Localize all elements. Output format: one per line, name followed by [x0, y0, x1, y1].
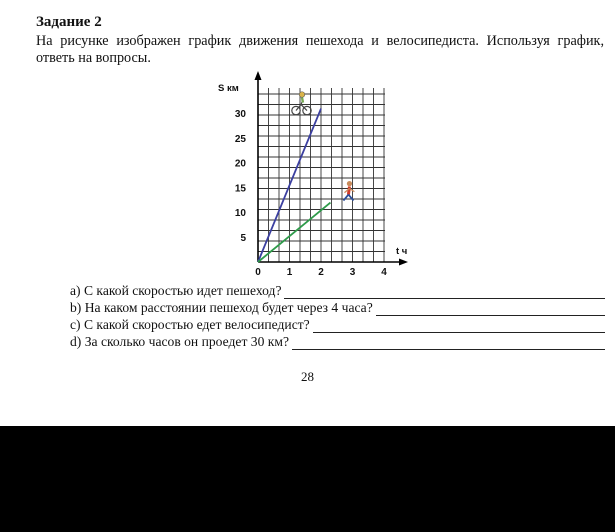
- motion-graph: [200, 66, 415, 283]
- question-d-text: d) За сколько часов он проедет 30 км?: [70, 334, 290, 349]
- question-a-text: a) С какой скоростью идет пешеход?: [70, 283, 282, 298]
- y-tick-label: 10: [234, 208, 246, 219]
- x-axis-arrow: [399, 259, 408, 266]
- answer-line-b[interactable]: [376, 303, 605, 316]
- x-tick-label: 2: [318, 267, 324, 278]
- answer-line-d[interactable]: [292, 337, 605, 350]
- y-tick-label: 5: [240, 232, 246, 244]
- x-axis-label: t ч: [396, 246, 408, 257]
- motion-graph-svg: [200, 66, 415, 278]
- task-title: Задание 2: [36, 14, 102, 30]
- question-d: [70, 334, 605, 350]
- cyclist-icon: [292, 92, 311, 115]
- x-tick-label: 1: [286, 267, 293, 278]
- y-tick-label: 25: [234, 133, 246, 145]
- y-tick-label: 30: [234, 109, 246, 120]
- question-b-text: b) На каком расстоянии пешеход будет через 4 часа?: [70, 300, 373, 315]
- y-axis-label: S км: [218, 83, 239, 94]
- y-axis-arrow: [255, 71, 262, 80]
- y-tick-label: 20: [234, 158, 246, 170]
- y-tick-label: 15: [234, 183, 246, 195]
- question-c: [70, 317, 605, 333]
- page-number: 28: [301, 369, 314, 384]
- question-a: [70, 283, 605, 299]
- question-c-text: c) С какой скоростью едет велосипедист?: [70, 317, 310, 332]
- x-tick-label: 4: [381, 267, 387, 278]
- x-tick-label: 0: [255, 267, 261, 278]
- question-b: [70, 300, 605, 316]
- answer-line-a[interactable]: [284, 286, 605, 299]
- task-instructions: На рисунке изображен график движения пешехода и велосипедиста. Используя график, ответь на вопросы.: [36, 33, 604, 66]
- x-tick-label: 3: [349, 267, 356, 278]
- answer-line-c[interactable]: [313, 320, 605, 333]
